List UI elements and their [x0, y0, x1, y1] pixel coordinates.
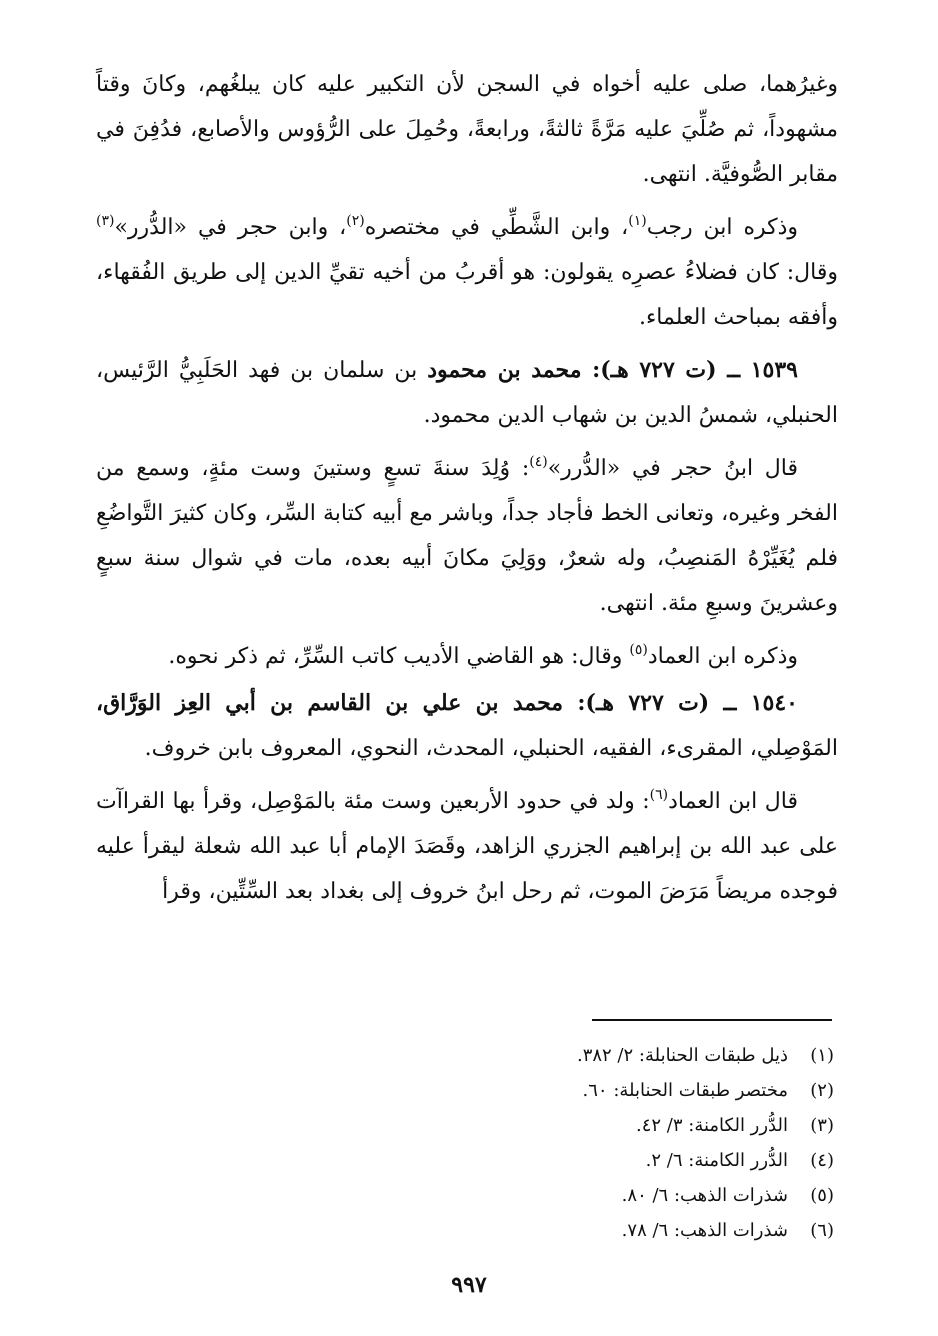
paragraph-7 [96, 779, 838, 914]
paragraph-text: وذكره ابن العماد [647, 644, 798, 669]
paragraph-text: وقال: هو القاضي الأديب كاتب السِّرِّ، ثم ذكر نحوه. [168, 644, 630, 669]
footnote-item [420, 1038, 834, 1073]
paragraph-5 [96, 634, 838, 679]
footnote-number: (٣) [810, 1115, 834, 1136]
main-text [96, 62, 838, 922]
footnote-ref-2: (٢) [346, 213, 365, 229]
entry-name: محمد بن علي بن القاسم بن أبي العِز الوَرَّاق، [96, 690, 564, 716]
footnote-item [420, 1178, 834, 1213]
footnote-item [420, 1213, 834, 1248]
paragraph-2 [96, 205, 838, 340]
footnote-item [420, 1108, 834, 1143]
entry-number: ١٥٤٠ ــ (ت ٧٢٧ هـ): [563, 690, 798, 716]
footnote-number: (٢) [810, 1080, 834, 1101]
footnote-number: (١) [810, 1045, 834, 1066]
footnote-ref-4: (٤) [529, 454, 548, 470]
footnote-number: (٦) [810, 1220, 834, 1241]
footnote-item [420, 1143, 834, 1178]
footnote-number: (٥) [810, 1185, 834, 1206]
entry-name: محمد بن محمود [427, 357, 582, 383]
entry-1539 [96, 348, 838, 438]
footnote-text: شذرات الذهب: ٦/ ٧٨. [621, 1220, 788, 1241]
paragraph-4 [96, 446, 838, 626]
footnote-text: الدُّرر الكامنة: ٦/ ٢. [645, 1150, 788, 1171]
footnote-text: مختصر طبقات الحنابلة: ٦٠. [582, 1080, 788, 1101]
footnote-ref-3: (٣) [96, 213, 115, 229]
paragraph-text: قال ابنُ حجر في «الدُّرر» [547, 456, 799, 481]
footnote-text: شذرات الذهب: ٦/ ٨٠. [621, 1185, 788, 1206]
entry-text: بن سلمان بن فهد الحَلَبِيُّ الرَّئيس، الحنبلي، شمسُ الدين بن شهاب الدين محمود. [96, 358, 838, 428]
footnotes [420, 1038, 834, 1248]
paragraph-1 [96, 62, 838, 197]
footnote-text: ذيل طبقات الحنابلة: ٢/ ٣٨٢. [576, 1045, 788, 1066]
paragraph-text: قال ابن العماد [668, 789, 799, 814]
paragraph-text: : ولد في حدود الأربعين وست مئة بالمَوْصِل، وقرأ بها القراآت على عبد الله بن إبراهيم الجزري الزاهد، وقَصَدَ الإمام أبا عبد الله شعلة ليقرأ عليه فوجده مريضاً مَرَضَ الموت، ثم رحل ابنُ خروف إلى بغداد بعد السِّتِّين، وقرأ [96, 789, 838, 904]
entry-1540 [96, 681, 838, 771]
paragraph-text: ، وابن الشَّطِّي في مختصره [364, 215, 629, 240]
entry-text: المَوْصِلي، المقرىء، الفقيه، الحنبلي، المحدث، النحوي، المعروف بابن خروف. [144, 736, 838, 761]
footnote-ref-5: (٥) [629, 642, 648, 658]
footnote-number: (٤) [810, 1150, 834, 1171]
page-number: ٩٩٧ [451, 1272, 487, 1298]
footnote-ref-6: (٦) [649, 787, 669, 803]
paragraph-text: ، وابن حجر في «الدُّرر» [114, 215, 347, 240]
paragraph-text: : وُلِدَ سنةَ تسعٍ وستينَ وست مئةٍ، وسمع من الفخر وغيره، وتعانى الخط فأجاد جداً، وباشر مع أبيه كتابة السِّر، وكان كثيرَ التَّواضُعِ فلم يُغَيِّرْهُ المَنصِبُ، وله شعرٌ، ووَلِيَ مكانَ أبيه بعده، مات في شوال سنة سبعٍ وعشرينَ وسبعِ مئة. انتهى. [96, 456, 838, 616]
footnote-separator [592, 1019, 832, 1021]
paragraph-text: وغيرُهما، صلى عليه أخواه في السجن لأن التكبير عليه كان يبلغُهم، وكانَ وقتاً مشهوداً، ثم صُلِّيَ عليه مَرَّةً ثالثةً، ورابعةً، وحُمِلَ على الرُّؤوس والأصابع، فدُفِنَ في مقابر الصُّوفيَّة. انتهى. [96, 72, 838, 187]
footnote-item [420, 1073, 834, 1108]
footnote-text: الدُّرر الكامنة: ٣/ ٤٢. [635, 1115, 788, 1136]
paragraph-text: وذكره ابن رجب [646, 215, 799, 240]
entry-number: ١٥٣٩ ــ (ت ٧٢٧ هـ): [581, 357, 798, 383]
paragraph-text: وقال: كان فضلاءُ عصرِه يقولون: هو أقربُ من أخيه تقيِّ الدين إلى طريق الفُقهاء، وأفقه بمباحث العلماء. [96, 260, 838, 330]
footnote-ref-1: (١) [628, 213, 647, 229]
